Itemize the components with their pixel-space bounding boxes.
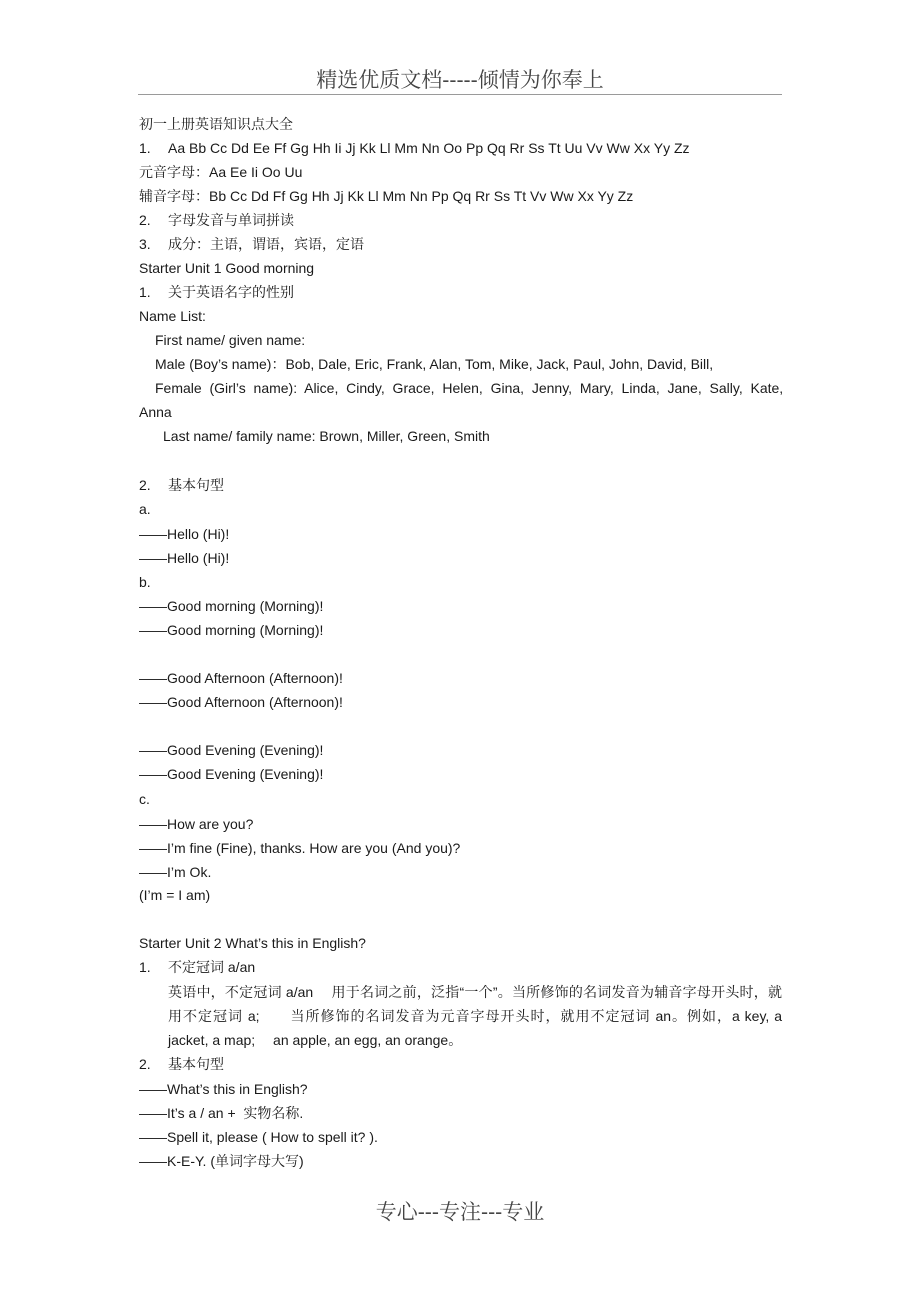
dialog-line: ——How are you? xyxy=(139,816,254,832)
page-footer: 专心---专注---专业 xyxy=(375,1200,545,1224)
item-number: 1. xyxy=(139,959,151,975)
unit2-point1 xyxy=(139,958,799,976)
item-number: 1. xyxy=(139,140,151,156)
female-names-line: Female (Girl’s name): Alice, Cindy, Grace, Helen, Gina, Jenny, Mary, Linda, Jane, Sally, Kate, xyxy=(155,380,784,396)
item-text: 关于英语名字的性别 xyxy=(168,284,294,300)
item-text: 不定冠词 a/an xyxy=(168,959,256,975)
dialog-line: ——Good Evening (Evening)! xyxy=(139,766,324,782)
page-header: 精选优质文档-----倾情为你奉上 xyxy=(316,68,604,92)
name-list-label: Name List: xyxy=(139,308,206,324)
item-text: 成分：主语，谓语，宾语，定语 xyxy=(168,236,364,252)
pronunciation-item xyxy=(139,211,799,229)
dialog-line: ——Good morning (Morning)! xyxy=(139,598,324,614)
dialog-line: ——I’m fine (Fine), thanks. How are you (And you)? xyxy=(139,840,461,856)
dialog-line: ——It’s a / an + 实物名称. xyxy=(139,1105,304,1121)
item-number: 2. xyxy=(139,212,151,228)
article-explanation: 英语中，不定冠词 a/an 用于名词之前，泛指“一个”。当所修饰的名词发音为辅音字母开头时，就用不定冠词 a; 当所修饰的名词发音为元音字母开头时，就用不定冠词 an。例如，a key, a jacket, a map; an apple, an egg, an orange。 xyxy=(168,984,782,1048)
sub-label-a: a. xyxy=(139,501,151,517)
sub-label-c: c. xyxy=(139,791,150,807)
consonants-line: 辅音字母：Bb Cc Dd Ff Gg Hh Jj Kk Ll Mm Nn Pp Qq Rr Ss Tt Vv Ww Xx Yy Zz xyxy=(139,188,634,204)
document-title: 初一上册英语知识点大全 xyxy=(139,116,293,132)
item-text: Aa Bb Cc Dd Ee Ff Gg Hh Ii Jj Kk Ll Mm Nn Oo Pp Qq Rr Ss Tt Uu Vv Ww Xx Yy Zz xyxy=(168,140,690,156)
item-text: 基本句型 xyxy=(168,1056,224,1072)
dialog-line: ——What’s this in English? xyxy=(139,1081,308,1097)
dialog-line: ——K-E-Y. (单词字母大写) xyxy=(139,1153,304,1169)
dialog-line: ——Good Afternoon (Afternoon)! xyxy=(139,670,343,686)
male-names-line: Male (Boy’s name)：Bob, Dale, Eric, Frank, Alan, Tom, Mike, Jack, Paul, John, David, Bill, xyxy=(155,356,714,372)
item-number: 2. xyxy=(139,1056,151,1072)
item-text: 字母发音与单词拼读 xyxy=(168,212,294,228)
unit1-heading: Starter Unit 1 Good morning xyxy=(139,260,315,276)
unit1-point2 xyxy=(139,476,799,494)
item-number: 2. xyxy=(139,477,151,493)
unit1-point1 xyxy=(139,283,799,301)
item-number: 3. xyxy=(139,236,151,252)
dialog-line: ——Good Afternoon (Afternoon)! xyxy=(139,694,343,710)
dialog-line: ——Hello (Hi)! xyxy=(139,526,230,542)
sub-label-b: b. xyxy=(139,574,151,590)
dialog-line: ——Good morning (Morning)! xyxy=(139,622,324,638)
dialog-line: ——I’m Ok. xyxy=(139,864,212,880)
unit2-point2 xyxy=(139,1055,799,1073)
dialog-line: ——Spell it, please ( How to spell it? ). xyxy=(139,1129,378,1145)
last-name-line: Last name/ family name: Brown, Miller, Green, Smith xyxy=(163,428,490,444)
vowels-line: 元音字母：Aa Ee Ii Oo Uu xyxy=(139,164,303,180)
contraction-note: (I’m = I am) xyxy=(139,887,211,903)
female-names-continued: Anna xyxy=(139,404,172,420)
dialog-line: ——Good Evening (Evening)! xyxy=(139,742,324,758)
header-divider xyxy=(138,94,782,95)
dialog-line: ——Hello (Hi)! xyxy=(139,550,230,566)
item-number: 1. xyxy=(139,284,151,300)
alphabet-item xyxy=(139,139,799,157)
first-name-line: First name/ given name: xyxy=(155,332,306,348)
components-item xyxy=(139,235,799,253)
item-text: 基本句型 xyxy=(168,477,224,493)
unit2-heading: Starter Unit 2 What’s this in English? xyxy=(139,935,366,951)
